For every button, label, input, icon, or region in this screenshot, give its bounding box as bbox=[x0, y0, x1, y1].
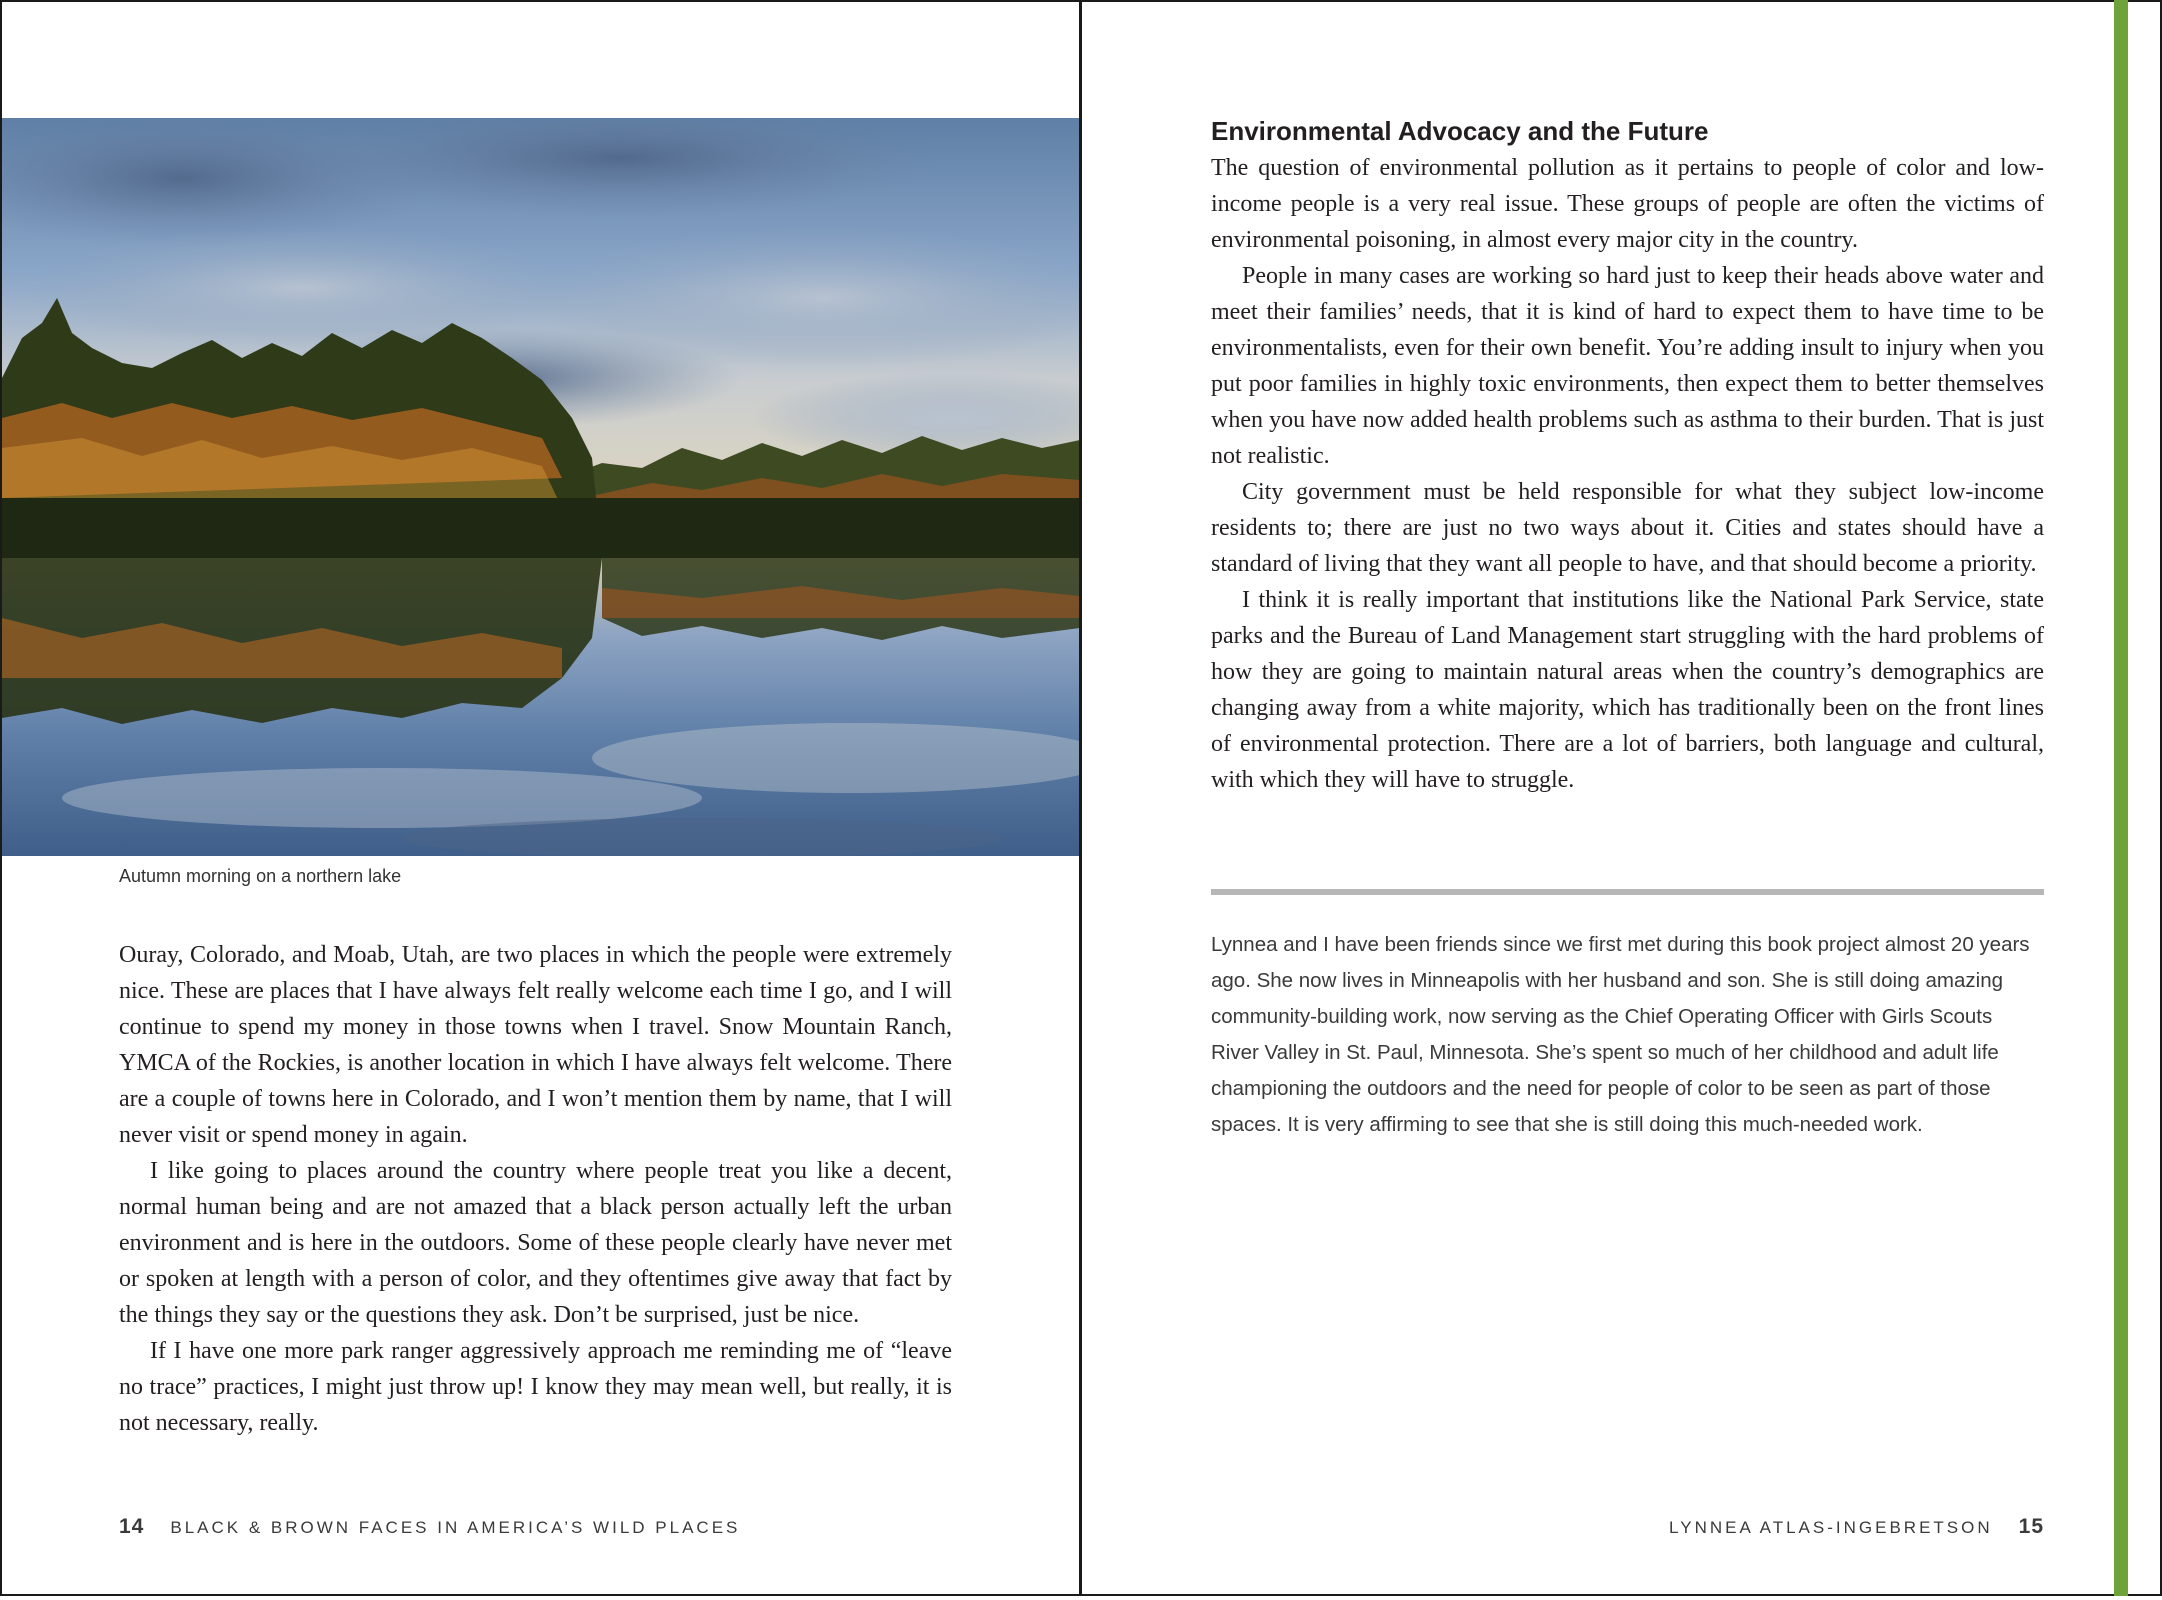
section-heading: Environmental Advocacy and the Future bbox=[1211, 116, 1709, 146]
right-paragraph-4: I think it is really important that institutions like the National Park Service, state parks and the Bureau of Land Management start struggling with the hard problems of how they are going to maintain natural areas when the country’s demographics are changing away from a white majority, which has traditionally been on the front lines of environmental protection. There are a lot of barriers, both language and cultural, with which they will have to struggle. bbox=[1211, 587, 2044, 793]
lake-photo bbox=[2, 118, 1080, 856]
left-running-head: BLACK & BROWN FACES IN AMERICA’S WILD PLACES bbox=[170, 1518, 741, 1537]
gutter-line bbox=[1079, 0, 1082, 1596]
left-body bbox=[119, 937, 952, 1441]
right-footer bbox=[1669, 1515, 2044, 1539]
section-rule bbox=[1211, 889, 2044, 895]
left-paragraph-1: Ouray, Colorado, and Moab, Utah, are two places in which the people were extremely nice. These are places that I have always felt really welcome each time I go, and I will continue to spend my money in those towns when I travel. Snow Mountain Ranch, YMCA of the Rockies, is another location in which I have always felt welcome. There are a couple of towns here in Colorado, and I won’t mention them by name, that I will never visit or spend money in again. bbox=[119, 942, 952, 1148]
right-running-head: LYNNEA ATLAS-INGEBRETSON bbox=[1669, 1518, 1993, 1537]
right-paragraph-2: People in many cases are working so hard just to keep their heads above water and meet their families’ needs, that it is kind of hard to expect them to have time to be environmentalists, even for their own benefit. You’re adding insult to injury when you put poor families in highly toxic environments, then expect them to better themselves when you have now added health problems such as asthma to their burden. That is just not realistic. bbox=[1211, 263, 2044, 469]
right-paragraph-1: The question of environmental pollution as it pertains to people of color and low-income people is a very real issue. These groups of people are often the victims of environmental poisoning, in almost every major city in the country. bbox=[1211, 155, 2044, 253]
lake-photo-image bbox=[2, 118, 1080, 856]
right-page-number: 15 bbox=[2018, 1515, 2044, 1538]
photo-caption: Autumn morning on a northern lake bbox=[119, 866, 402, 886]
green-edge-stripe bbox=[2114, 0, 2128, 1596]
left-paragraph-2: I like going to places around the country where people treat you like a decent, normal human being and are not amazed that a black person actually left the urban environment and is here in the outdoors. Some of these people clearly have never met or spoken at length with a person of color, and they oftentimes give away that fact by the things they say or the questions they ask. Don’t be surprised, just be nice. bbox=[119, 1158, 952, 1328]
left-paragraph-3: If I have one more park ranger aggressively approach me reminding me of “leave no trace” practices, I might just throw up! I know they may mean well, but really, it is not necessary, really. bbox=[119, 1338, 952, 1436]
left-page-number: 14 bbox=[119, 1515, 145, 1538]
right-paragraph-3: City government must be held responsible for what they subject low-income residents to; there are just no two ways about it. Cities and states should have a standard of living that they want all people to have, and that should become a priority. bbox=[1211, 479, 2044, 577]
right-body bbox=[1211, 112, 2044, 798]
author-note: Lynnea and I have been friends since we first met during this book project almost 20 years ago. She now lives in Minneapolis with her husband and son. She is still doing amazing community-building work, now serving as the Chief Operating Officer with Girls Scouts River Valley in St. Paul, Minnesota. She’s spent so much of her childhood and adult life championing the outdoors and the need for people of color to be seen as part of those spaces. It is very affirming to see that she is still doing this much-needed work. bbox=[1211, 933, 2030, 1136]
left-footer bbox=[119, 1515, 740, 1539]
